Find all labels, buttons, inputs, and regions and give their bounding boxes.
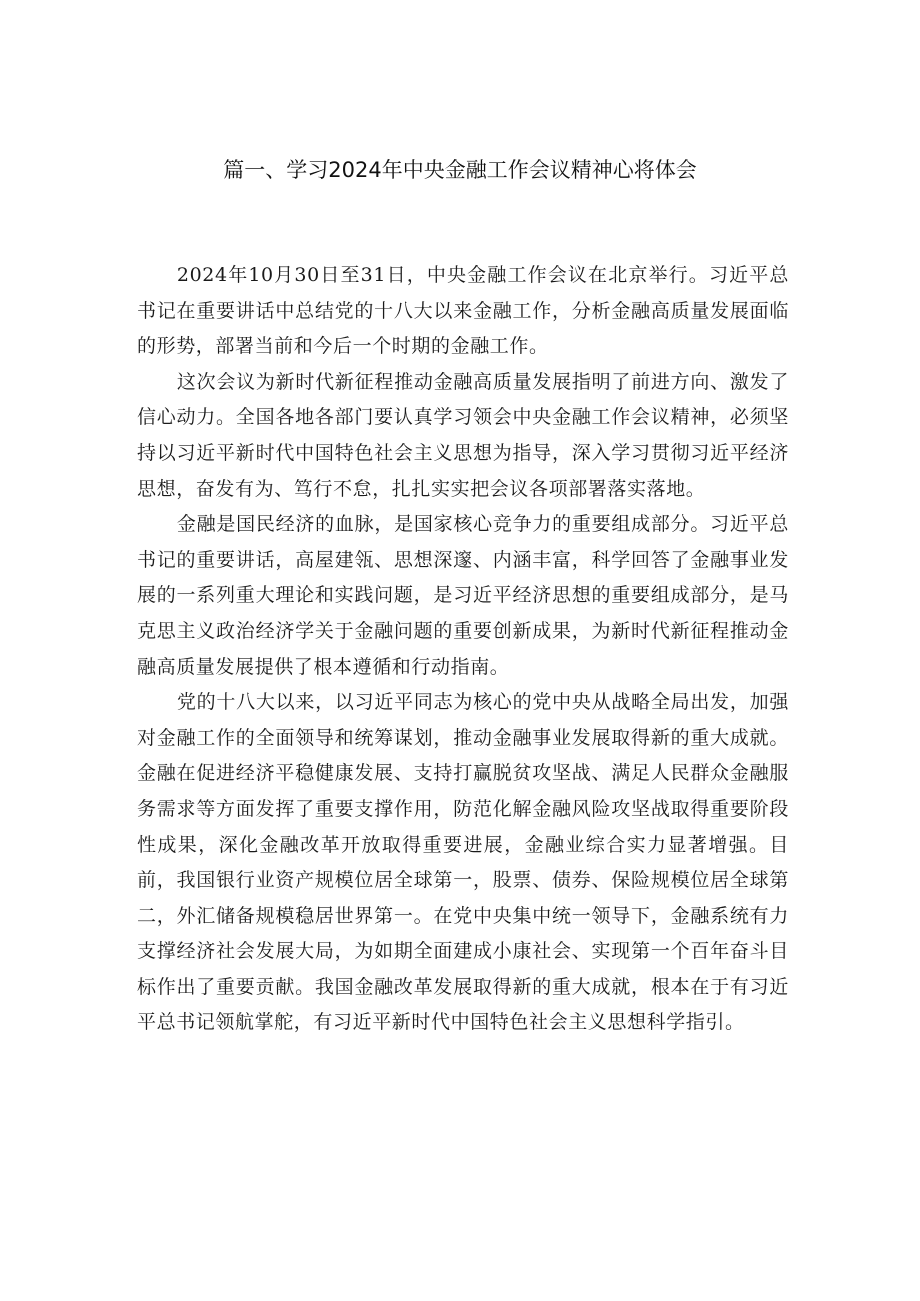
paragraph-2: 这次会议为新时代新征程推动金融高质量发展指明了前进方向、激发了信心动力。全国各地各部门要认真学习领会中央金融工作会议精神，必须坚持以习近平新时代中国特色社会主义思想为指导，深入学习贯彻习近平经济思想，奋发有为、笃行不怠，扎扎实实把会议各项部署落实落地。 bbox=[137, 370, 789, 500]
document-title: 篇一、学习2024年中央金融工作会议精神心将体会 bbox=[223, 158, 697, 182]
paragraph-4: 党的十八大以来，以习近平同志为核心的党中央从战略全局出发，加强对金融工作的全面领导和统筹谋划，推动金融事业发展取得新的重大成就。金融在促进经济平稳健康发展、支持打赢脱贫攻坚战、满足人民群众金融服务需求等方面发挥了重要支撑作用，防范化解金融风险攻坚战取得重要阶段性成果，深化金融改革开放取得重要进展，金融业综合实力显著增强。目前，我国银行业资产规模位居全球第一，股票、债券、保险规模位居全球第二，外汇储备规模稳居世界第一。在党中央集中统一领导下，金融系统有力支撑经济社会发展大局，为如期全面建成小康社会、实现第一个百年奋斗目标作出了重要贡献。我国金融改革发展取得新的重大成就，根本在于有习近平总书记领航掌舵，有习近平新时代中国特色社会主义思想科学指引。 bbox=[137, 691, 789, 1034]
document-body bbox=[137, 258, 789, 1041]
paragraph-3: 金融是国民经济的血脉，是国家核心竞争力的重要组成部分。习近平总书记的重要讲话，高屋建瓴、思想深邃、内涵丰富，科学回答了金融事业发展的一系列重大理论和实践问题，是习近平经济思想的重要组成部分，是马克思主义政治经济学关于金融问题的重要创新成果，为新时代新征程推动金融高质量发展提供了根本遵循和行动指南。 bbox=[137, 513, 789, 678]
paragraph-1: 2024年10月30日至31日，中央金融工作会议在北京举行。习近平总书记在重要讲话中总结党的十八大以来金融工作，分析金融高质量发展面临的形势，部署当前和今后一个时期的金融工作。 bbox=[137, 264, 789, 358]
